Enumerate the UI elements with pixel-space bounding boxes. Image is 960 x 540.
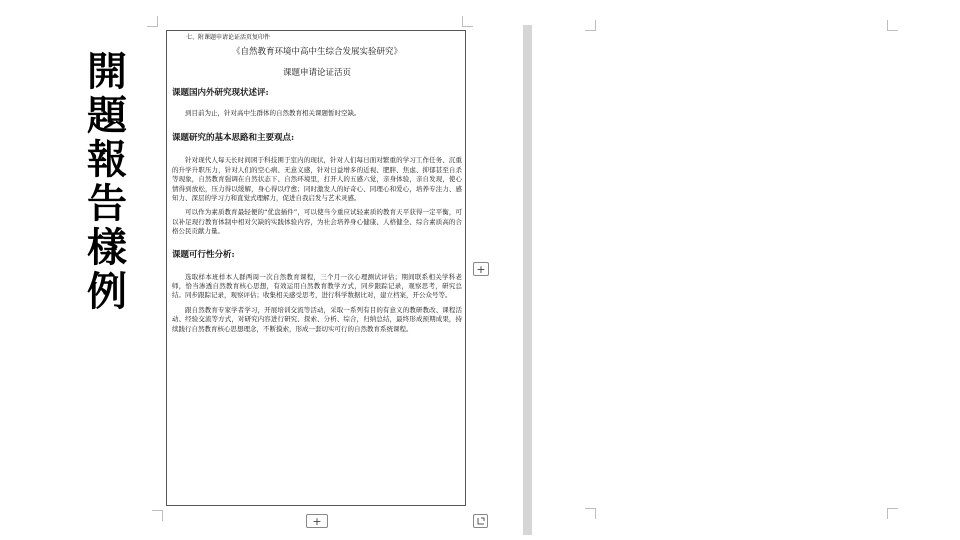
- vertical-title: [82, 50, 132, 314]
- crop-mark: [152, 510, 163, 521]
- document-page[interactable]: [166, 30, 466, 506]
- paragraph: 选取样本班样本人群两周一次自然教育课程，三个月一次心理测试评估；期间联系相关学科老师，恰当渗透自然教育核心思想，有效运用自然教育教学方式，同步跟踪记录，观察思考，研究总结。同步跟踪记录，观察评估；收集相关感受思考，进行科学数据比对，建立档案，开公众号等。: [172, 272, 462, 300]
- title-char: 開: [87, 49, 127, 95]
- paragraph: 针对现代人每天长时间困于科技围于室内的现状，针对人们每日面对繁重的学习工作任务、沉重的升学升职压力，针对人们的空心病、无意义感，针对日益增多的近视、肥胖、焦虑、抑郁甚至自杀等现象，自然教育强调在自然状态下、自然环境里，打开人的五感六觉，亲身体验，亲自发现，使心情得到放松，压力得以缓解，身心得以疗愈；同时激发人的好奇心、同理心和爱心，培养专注力、感知力、深层的学习力和直觉式理解力，促进自我启发与艺术灵感。: [172, 156, 462, 203]
- header-note: 七、附课题申请论证活页复印件: [186, 34, 271, 41]
- paragraph: 跟自然教育专家学者学习，开展培训交流等活动，采取一系列有目的有意义的教研教改、课程活动、经验交流等方式，对研究内容进行研究、探索、分析、综合，归纳总结，最终形成预期成果，持续践行自然教育核心思想理念，不断摸索，形成一套切实可行的自然教育系统课程。: [172, 305, 462, 333]
- title-char: 題: [87, 93, 127, 139]
- next-page-area: [533, 25, 960, 540]
- resize-handle[interactable]: [473, 514, 488, 528]
- crop-mark: [887, 20, 898, 31]
- title-char: 例: [87, 269, 127, 315]
- paragraph: 到目前为止，针对高中生群体的自然教育相关课题暂时空缺。: [185, 109, 361, 117]
- crop-mark: [585, 20, 596, 31]
- vertical-scrollbar[interactable]: [523, 25, 532, 535]
- crop-mark: [585, 508, 596, 519]
- title-char: 告: [87, 181, 127, 227]
- resize-icon: [474, 515, 487, 527]
- crop-mark: [887, 508, 898, 519]
- plus-icon: +: [476, 263, 486, 276]
- title-char: 報: [87, 137, 127, 183]
- plus-icon: +: [312, 515, 322, 528]
- title-char: 樣: [87, 225, 127, 271]
- section-heading: 课题国内外研究现状述评:: [172, 88, 269, 98]
- document-title: 《自然教育环境中高中生综合发展实验研究》: [231, 47, 402, 57]
- crop-mark: [462, 16, 473, 27]
- section-heading: 课题可行性分析:: [172, 249, 235, 260]
- document-subtitle: 课题申请论证活页: [282, 68, 351, 78]
- crop-mark: [147, 16, 158, 27]
- page-content: [172, 31, 462, 334]
- section-heading: 课题研究的基本思路和主要观点:: [172, 133, 295, 144]
- add-page-button[interactable]: [306, 514, 328, 528]
- paragraph: 可以作为素质教育最轻便的“优盘插件”，可以使当今重应试轻素质的教育天平获得一定平衡，可以补足现行教育体制中相对欠缺的实践体验内容，为社会培养身心健康、人格健全、综合素质高的合格公民贡献力量。: [172, 208, 462, 236]
- add-element-button[interactable]: [473, 262, 489, 276]
